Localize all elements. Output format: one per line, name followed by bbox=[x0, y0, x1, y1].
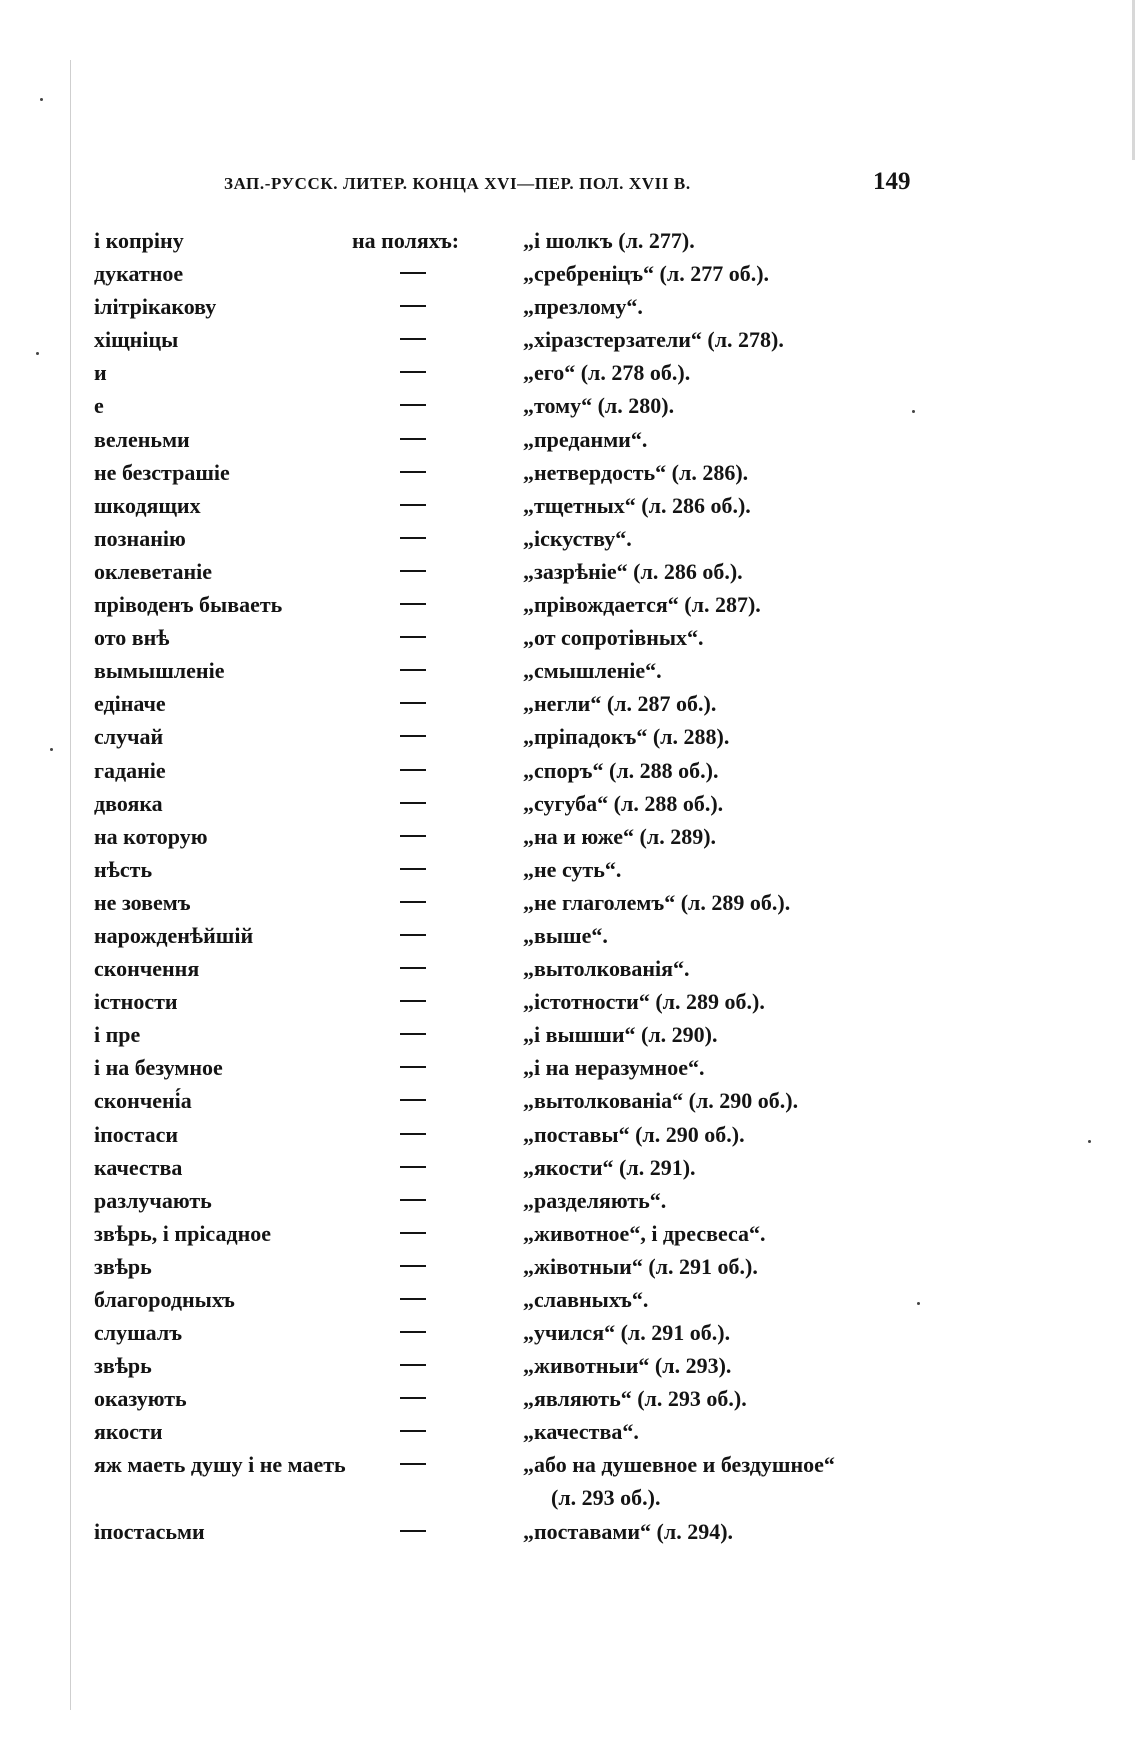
ditto-dash bbox=[400, 504, 426, 506]
entry-reading: „учился“ (л. 291 об.). bbox=[523, 1320, 731, 1346]
entry-word: оказують bbox=[94, 1386, 187, 1412]
entry-row bbox=[0, 1051, 1140, 1084]
entry-word: едіначе bbox=[94, 691, 166, 717]
entry-word: на которую bbox=[94, 823, 208, 849]
entry-row bbox=[0, 224, 1140, 257]
entry-row bbox=[0, 257, 1140, 290]
entry-word: і копріну bbox=[94, 228, 184, 253]
entry-reading: „зазрѣніе“ (л. 286 об.). bbox=[523, 558, 743, 584]
ditto-dash bbox=[400, 1199, 426, 1201]
entry-row bbox=[0, 389, 1140, 422]
entry-reading: „поставами“ (л. 294). bbox=[523, 1518, 734, 1544]
ditto-dash bbox=[400, 636, 426, 638]
ditto-dash bbox=[400, 1265, 426, 1267]
entry-row bbox=[0, 787, 1140, 820]
entry-word: і на безумное bbox=[94, 1055, 223, 1081]
entry-word: дукатное bbox=[94, 261, 184, 287]
entry-word: познанію bbox=[94, 525, 186, 551]
entry-row bbox=[0, 1151, 1140, 1184]
entry-word: вымышленіе bbox=[94, 658, 225, 684]
entry-word: двояка bbox=[94, 790, 163, 816]
entry-reading: „якости“ (л. 291). bbox=[523, 1154, 696, 1180]
ditto-dash bbox=[400, 471, 426, 473]
ditto-dash bbox=[400, 438, 426, 440]
ditto-dash bbox=[400, 1066, 426, 1068]
entry-row bbox=[0, 621, 1140, 654]
entry-word: істности bbox=[94, 989, 178, 1015]
entry-reading: „і вышши“ (л. 290). bbox=[523, 1022, 718, 1048]
entry-reading: „і шолкъ (л. 277). bbox=[523, 228, 695, 253]
ditto-dash bbox=[400, 1033, 426, 1035]
entry-word: і пре bbox=[94, 1022, 141, 1048]
entry-word: случай bbox=[94, 724, 164, 750]
entry-word: и bbox=[94, 360, 107, 386]
entry-reading: „его“ (л. 278 об.). bbox=[523, 360, 691, 386]
page-header bbox=[0, 168, 1140, 200]
entry-reading: „вытолкованіа“ (л. 290 об.). bbox=[523, 1088, 799, 1114]
scan-edge-right bbox=[1132, 0, 1135, 160]
entry-word: звѣрь bbox=[94, 1253, 152, 1279]
ditto-dash bbox=[400, 1364, 426, 1366]
entry-row bbox=[0, 423, 1140, 456]
entry-word: не безстрашіе bbox=[94, 459, 230, 485]
scan-speck bbox=[40, 98, 43, 101]
ditto-dash bbox=[400, 1000, 426, 1002]
entry-reading: „сребреніцъ“ (л. 277 об.). bbox=[523, 261, 770, 287]
entry-row bbox=[0, 356, 1140, 389]
entry-reading: „жівотныи“ (л. 291 об.). bbox=[523, 1253, 758, 1279]
ditto-dash bbox=[400, 802, 426, 804]
entry-row bbox=[0, 820, 1140, 853]
ditto-dash bbox=[400, 1298, 426, 1300]
entry-word: звѣрь bbox=[94, 1353, 152, 1379]
entry-row bbox=[0, 1515, 1140, 1548]
entry-row bbox=[0, 853, 1140, 886]
entry-row bbox=[0, 489, 1140, 522]
entry-reading: „выше“. bbox=[523, 922, 608, 948]
entry-word: нѣсть bbox=[94, 856, 153, 882]
ditto-dash bbox=[400, 1331, 426, 1333]
entry-reading: „качества“. bbox=[523, 1419, 639, 1445]
entry-word: гаданіе bbox=[94, 757, 166, 783]
entry-row bbox=[0, 1250, 1140, 1283]
ditto-dash bbox=[400, 1530, 426, 1532]
ditto-dash bbox=[400, 1430, 426, 1432]
entry-row bbox=[0, 323, 1140, 356]
entry-row bbox=[0, 687, 1140, 720]
entry-reading: „вытолкованія“. bbox=[523, 956, 690, 982]
entry-reading: „животныи“ (л. 293). bbox=[523, 1353, 732, 1379]
entry-row bbox=[0, 1217, 1140, 1250]
ditto-dash bbox=[400, 669, 426, 671]
entry-reading: „тому“ (л. 280). bbox=[523, 393, 675, 419]
entry-word: звѣрь, і прісадное bbox=[94, 1220, 272, 1246]
ditto-dash bbox=[400, 702, 426, 704]
entry-word: пріводенъ бываеть bbox=[94, 592, 283, 618]
entry-row bbox=[0, 555, 1140, 588]
entry-word: ілітрікакову bbox=[94, 294, 217, 320]
ditto-dash bbox=[400, 570, 426, 572]
entry-row bbox=[0, 1118, 1140, 1151]
entry-row bbox=[0, 1382, 1140, 1415]
ditto-dash bbox=[400, 272, 426, 274]
entry-reading: „презлому“. bbox=[523, 294, 643, 320]
page-number: 149 bbox=[873, 168, 911, 195]
running-head: ЗАП.-РУССК. ЛИТЕР. КОНЦА XVI—ПЕР. ПОЛ. XVII В. bbox=[224, 174, 691, 193]
ditto-dash bbox=[400, 404, 426, 406]
scan-speck bbox=[50, 748, 53, 751]
entry-reading: „разделяють“. bbox=[523, 1187, 667, 1213]
ditto-dash bbox=[400, 338, 426, 340]
entry-reading: „не глаголемъ“ (л. 289 об.). bbox=[523, 889, 791, 915]
entry-word: не зовемъ bbox=[94, 889, 191, 915]
variant-readings-list bbox=[0, 224, 1140, 1548]
entry-row bbox=[0, 1448, 1140, 1514]
entry-row bbox=[0, 952, 1140, 985]
entry-reading-continuation: (л. 293 об.). bbox=[551, 1485, 661, 1511]
entry-row bbox=[0, 456, 1140, 489]
entry-reading: „животное“, і дресвеса“. bbox=[523, 1220, 766, 1246]
ditto-dash bbox=[400, 769, 426, 771]
entry-reading: „сугуба“ (л. 288 об.). bbox=[523, 790, 724, 816]
entry-reading: „являють“ (л. 293 об.). bbox=[523, 1386, 747, 1412]
entry-word: скончені́а bbox=[94, 1088, 192, 1114]
entry-word: оклеветаніе bbox=[94, 558, 213, 584]
entry-reading: „прівождается“ (л. 287). bbox=[523, 592, 761, 618]
entry-row bbox=[0, 1415, 1140, 1448]
ditto-dash bbox=[400, 1166, 426, 1168]
ditto-dash bbox=[400, 735, 426, 737]
ditto-dash bbox=[400, 868, 426, 870]
scan-speck bbox=[917, 1302, 920, 1305]
entry-row bbox=[0, 720, 1140, 753]
entry-row bbox=[0, 1283, 1140, 1316]
entry-word: іпостасьми bbox=[94, 1518, 205, 1544]
entry-reading: „хіразстерзатели“ (л. 278). bbox=[523, 327, 784, 353]
entry-row bbox=[0, 290, 1140, 323]
ditto-dash bbox=[400, 835, 426, 837]
entry-reading: „тщетных“ (л. 286 об.). bbox=[523, 492, 751, 518]
entry-word: ото внѣ bbox=[94, 625, 170, 651]
ditto-dash bbox=[400, 1099, 426, 1101]
ditto-dash bbox=[400, 603, 426, 605]
scan-speck bbox=[36, 352, 39, 355]
entry-word: шкодящих bbox=[94, 492, 201, 518]
entry-row bbox=[0, 1084, 1140, 1117]
entry-reading: „преданми“. bbox=[523, 426, 648, 452]
entry-word: іпостаси bbox=[94, 1121, 179, 1147]
entry-word: благородныхъ bbox=[94, 1287, 235, 1312]
entry-reading: „поставы“ (л. 290 об.). bbox=[523, 1121, 745, 1147]
entry-row bbox=[0, 1184, 1140, 1217]
scan-speck bbox=[1088, 1140, 1091, 1143]
entry-row bbox=[0, 919, 1140, 952]
entry-reading: „іскуству“. bbox=[523, 525, 632, 551]
entry-row bbox=[0, 886, 1140, 919]
entry-row bbox=[0, 588, 1140, 621]
ditto-dash bbox=[400, 1133, 426, 1135]
entry-word: веленьми bbox=[94, 426, 190, 452]
entry-row bbox=[0, 1316, 1140, 1349]
entry-reading: „або на душевное и бездушное“ bbox=[523, 1452, 835, 1478]
entry-row bbox=[0, 1018, 1140, 1051]
entry-reading: „споръ“ (л. 288 об.). bbox=[523, 757, 719, 783]
entry-word: хіщніцы bbox=[94, 327, 179, 353]
entry-word: якости bbox=[94, 1419, 163, 1445]
ditto-dash bbox=[400, 537, 426, 539]
entry-word: е bbox=[94, 393, 104, 419]
ditto-dash bbox=[400, 1232, 426, 1234]
entry-reading: „не суть“. bbox=[523, 856, 622, 882]
entry-row bbox=[0, 522, 1140, 555]
ditto-dash bbox=[400, 901, 426, 903]
ditto-dash bbox=[400, 1463, 426, 1465]
entry-row bbox=[0, 985, 1140, 1018]
entry-reading: „пріпадокъ“ (л. 288). bbox=[523, 724, 730, 750]
entry-reading: „на и юже“ (л. 289). bbox=[523, 823, 717, 849]
ditto-dash bbox=[400, 371, 426, 373]
entry-reading: „смышленіе“. bbox=[523, 658, 662, 684]
entry-reading: „істотности“ (л. 289 об.). bbox=[523, 989, 765, 1015]
entry-row bbox=[0, 1349, 1140, 1382]
entry-word: качества bbox=[94, 1154, 183, 1180]
ditto-dash bbox=[400, 305, 426, 307]
entry-reading: „негли“ (л. 287 об.). bbox=[523, 691, 717, 717]
ditto-dash bbox=[400, 967, 426, 969]
entry-word: скончення bbox=[94, 956, 200, 982]
entry-note-margins: на поляхъ: bbox=[352, 228, 460, 253]
entry-reading: „нетвердость“ (л. 286). bbox=[523, 459, 749, 485]
entry-row bbox=[0, 754, 1140, 787]
entry-word: слушалъ bbox=[94, 1320, 183, 1346]
entry-reading: „славныхъ“. bbox=[523, 1287, 649, 1312]
ditto-dash bbox=[400, 1397, 426, 1399]
entry-row bbox=[0, 654, 1140, 687]
entry-word: разлучають bbox=[94, 1187, 212, 1213]
scan-speck bbox=[912, 410, 915, 413]
entry-reading: „от сопротівных“. bbox=[523, 625, 704, 651]
entry-word: нарожденѣйшій bbox=[94, 922, 254, 948]
entry-reading: „і на неразумное“. bbox=[523, 1055, 705, 1081]
ditto-dash bbox=[400, 934, 426, 936]
entry-word: яж маеть душу і не маеть bbox=[94, 1452, 346, 1478]
